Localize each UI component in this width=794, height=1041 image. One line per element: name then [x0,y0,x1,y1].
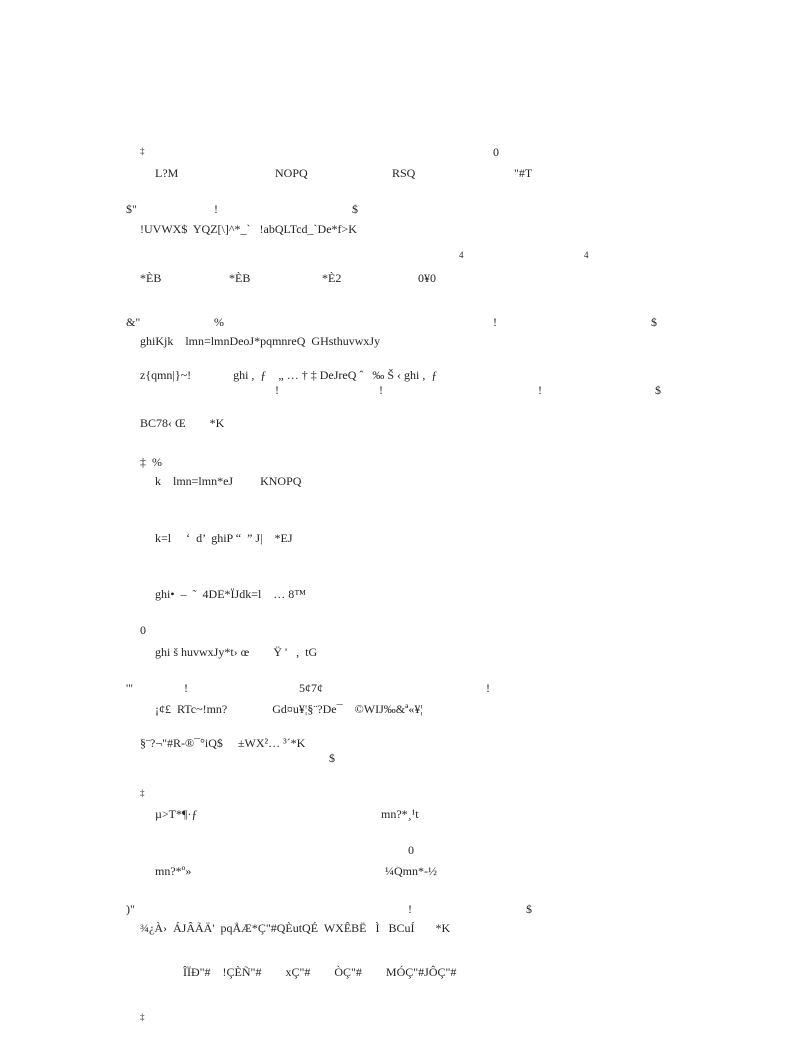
section-4-mark-b: $ [526,902,532,916]
subsection-2-line-1: ghi š huvwxJy*t› œ Ÿ ' , tG [155,645,318,659]
section-1-mark-b: $ [352,202,358,216]
mark-1: ‡ [140,146,145,156]
section-3-mark-b: 5¢7¢ [299,681,323,695]
num-row-2: *ÈB [229,271,251,285]
subsection-1-marker: ‡ % [140,455,162,469]
subsection-3-mark: 0 [408,843,414,857]
section-2-mark-f: ! [538,383,542,397]
section-3-marker: '" [126,681,134,695]
section-3-line-2: §¨?¬"#R-®¯°iQ$ ±WX²… ³´*K [140,736,306,750]
section-1-line-1: !UVWX$ YQZ[\]^*_` !abQLTcd_`De*f>K [140,222,357,236]
section-2-mark-e: ! [379,383,383,397]
section-3-line-1: ¡¢£ RTc~!mn? Gd¤u¥¦§¨?De¯ ©WIJ‰&ª«¥¦ [155,702,423,716]
subsection-3-line-1-b: mn?*¸¹t [381,807,419,821]
subsection-3-line-1-a: µ>T*¶·ƒ [155,807,198,821]
super-2: 4 [584,250,589,260]
mark-2: 0 [493,145,499,159]
subsection-2-marker: 0 [140,623,146,637]
num-row-1: *ÈB [140,271,162,285]
row-1-col-1: L?M [155,166,179,180]
row-1-col-2: NOPQ [275,166,308,180]
section-2-mark-c: $ [651,315,657,329]
section-4-line-2: ÎÏÐ"# !ÇÈÑ"# xÇ"# ÒÇ"# MÓÇ"#JÔÇ"# [183,965,457,979]
subsection-1-line-1: k lmn=lmn*eJ KNOPQ [155,474,302,488]
super-1: 4 [459,250,464,260]
section-2-mark-a: % [214,315,224,329]
section-2-line-3: BC78‹ Œ *K [140,416,225,430]
section-4-line-1: ¾¿À› ÁJÂÃÄ' pqÅÆ*Ç"#QÈutQÉ WXÊBË Ì BCuÍ *K [140,921,451,935]
section-2-marker: &" [126,315,141,329]
section-2-line-2: z{qmn|}~! ghi , ƒ „ … † ‡ DeJreQ ˆ ‰ Š ‹ ghi , ƒ [140,368,438,382]
section-3-mark-d: $ [329,751,335,765]
section-2-mark-d: ! [275,383,279,397]
footer-marker: ‡ [140,1012,145,1022]
num-row-4: 0¥0 [418,271,436,285]
section-1-mark-a: ! [214,202,218,216]
subsection-1-line-3: ghi• – ˜ 4DE*ÏJdk=l … 8™ [155,587,307,601]
section-2-line-1: ghiKjk lmn=lmnDeoJ*pqmnreQ GHsthuvwxJy [140,334,381,348]
section-4-mark-a: ! [408,902,412,916]
row-1-col-3: RSQ [392,166,416,180]
subsection-3-line-2-b: ¼Qmn*-½ [385,864,437,878]
subsection-1-line-2: k=l ‘ d’ ghiP “ ” J| *EJ [155,531,293,545]
section-1-marker: $" [126,202,137,216]
section-2-mark-b: ! [493,315,497,329]
subsection-3-marker: ‡ [140,788,145,798]
num-row-3: *È2 [322,271,342,285]
section-3-mark-a: ! [184,681,188,695]
section-4-marker: )" [126,902,135,916]
section-3-mark-c: ! [486,681,490,695]
subsection-3-line-2-a: mn?*º» [155,864,192,878]
row-1-col-4: "#T [514,166,533,180]
section-2-mark-g: $ [655,383,661,397]
